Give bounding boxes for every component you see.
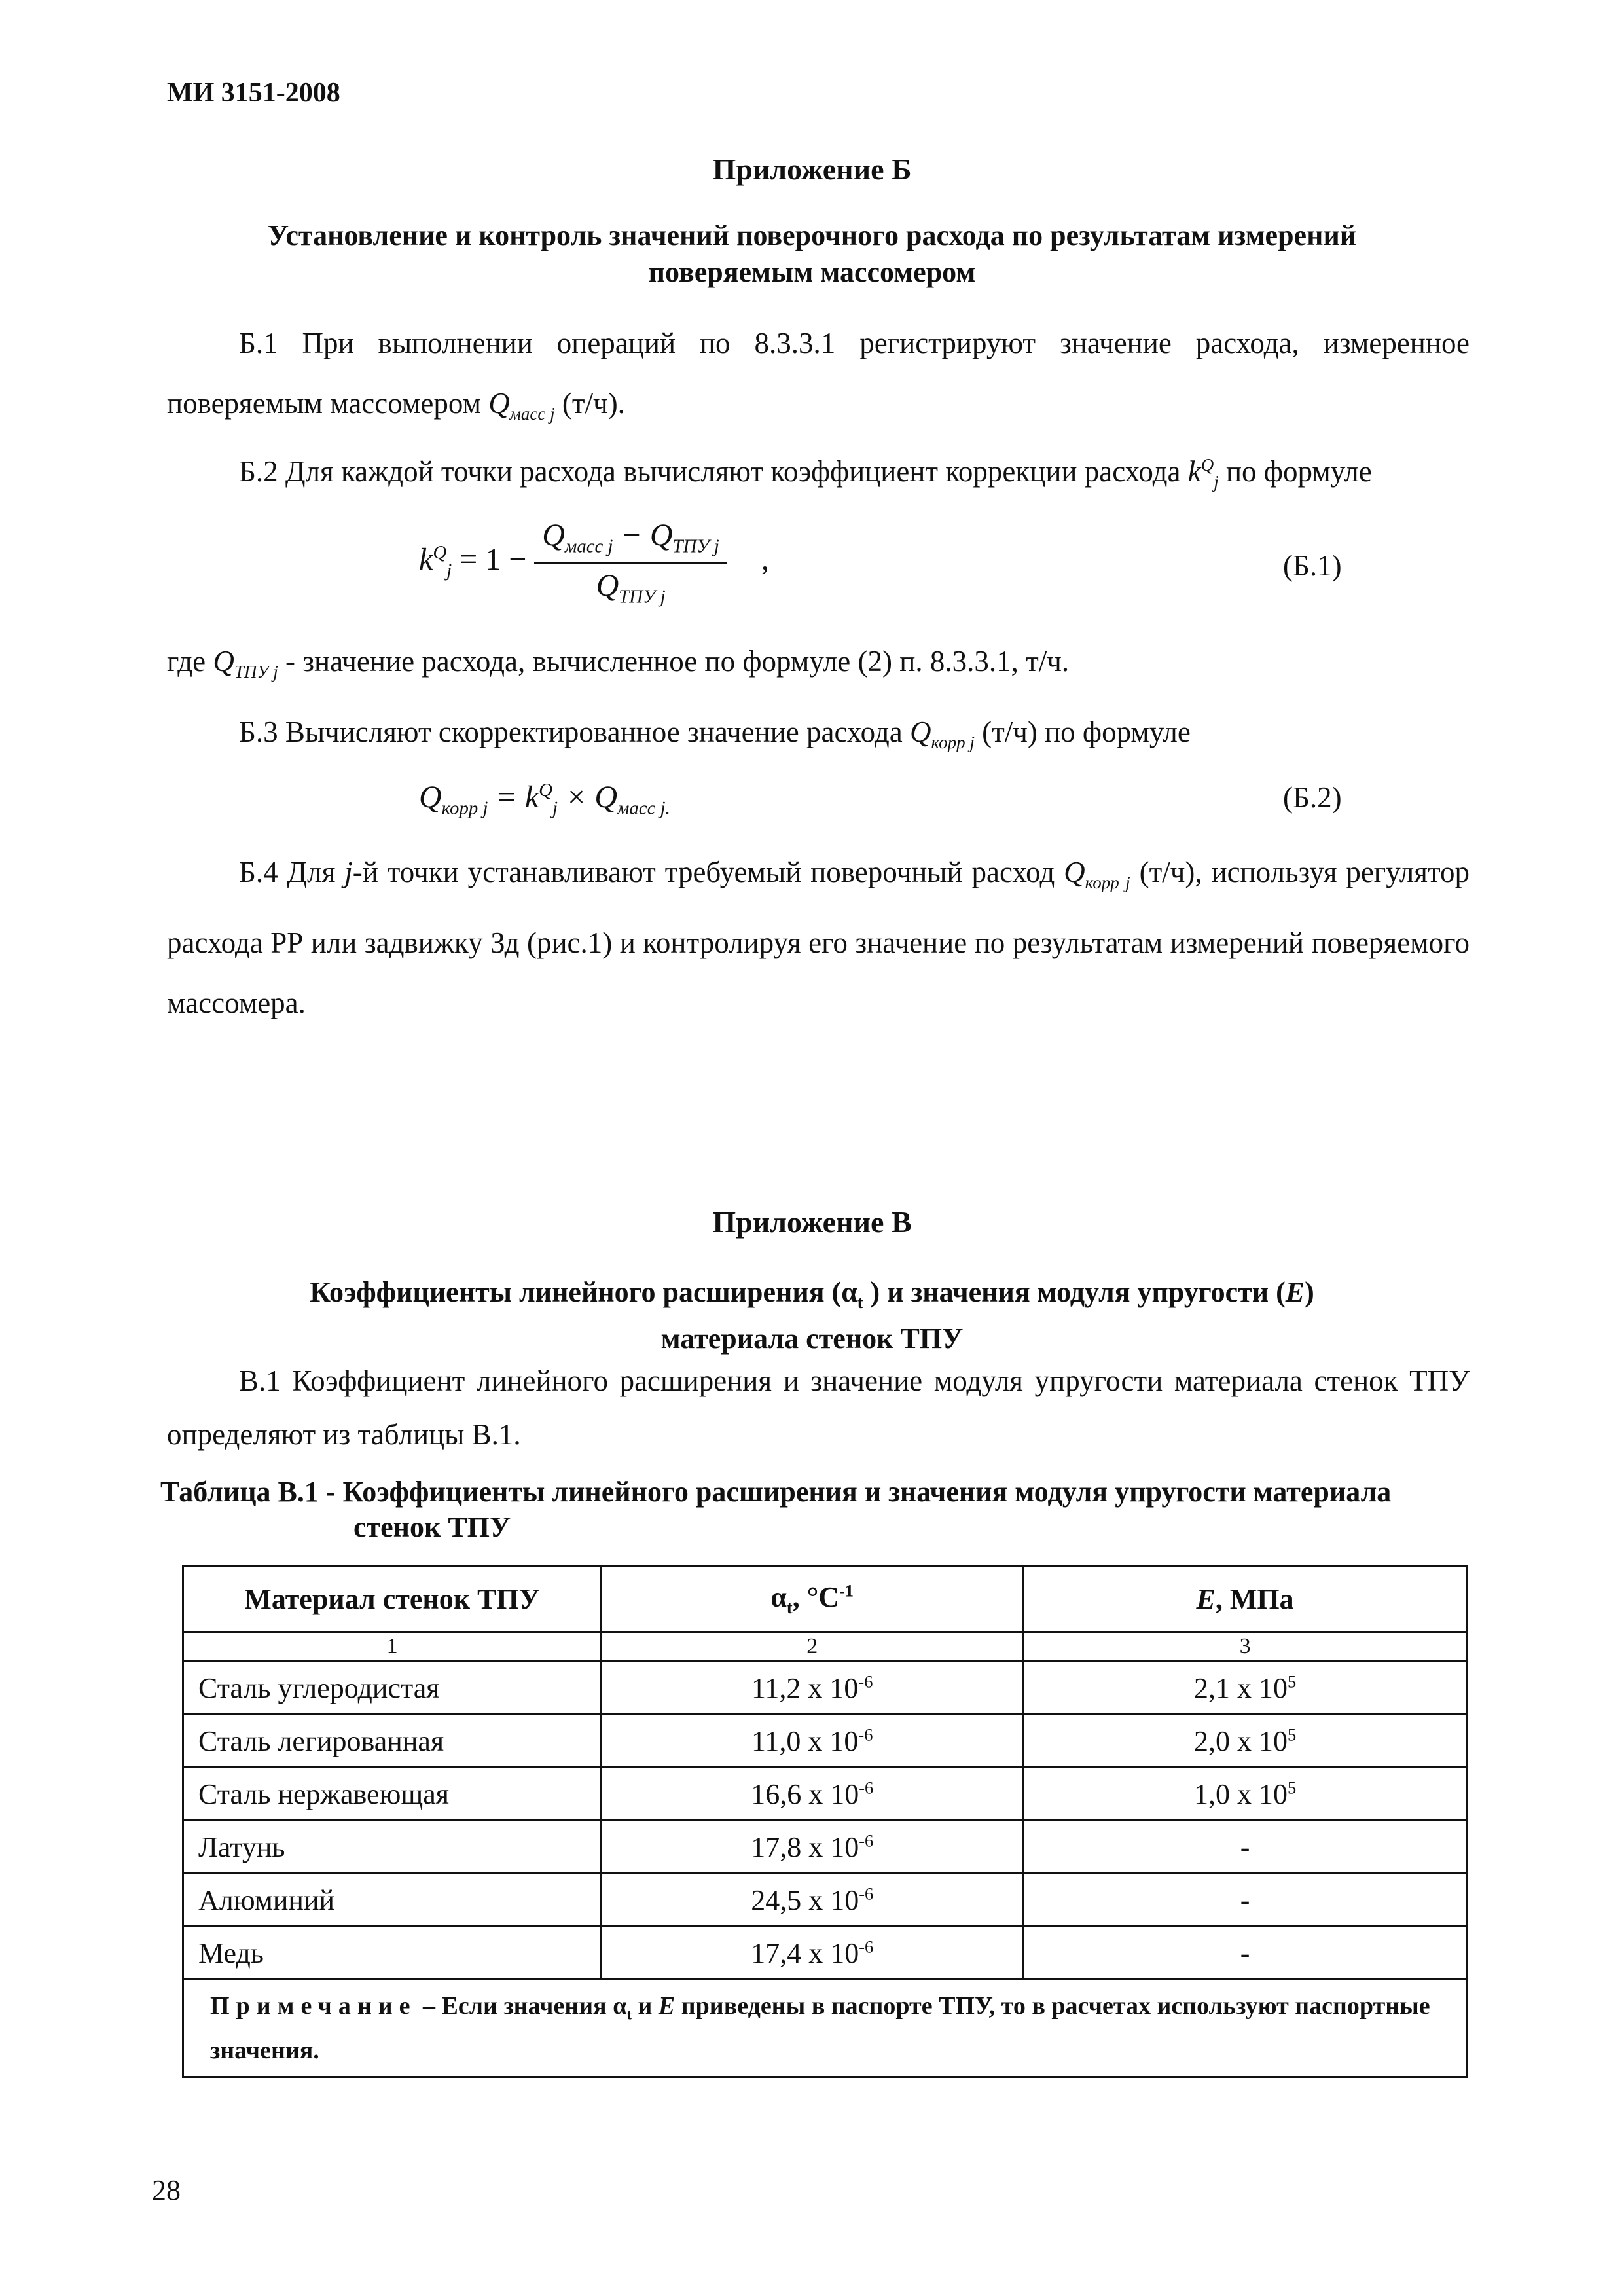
cell-modulus: - (1023, 1874, 1468, 1927)
table-note-row (183, 1980, 1468, 2077)
appendix-b-subtitle-line1: Установление и контроль значений поверочного расхода по результатам измерений (267, 219, 1357, 251)
formula-b2: $Q_{корр j} = k^Q_j \times Q_{масс j.}$ (419, 780, 670, 819)
where-label: где (167, 645, 206, 678)
appendix-b-subtitle (0, 217, 1624, 291)
header-material: Материал стенок ТПУ (183, 1566, 602, 1632)
table-caption-line1: Таблица В.1 - Коэффициенты линейного расширения и значения модуля упругости материала (160, 1476, 1392, 1508)
paragraph-b3-end: (т/ч) по формуле (982, 716, 1191, 748)
cell-modulus: 2,1 x $10^5$ (1023, 1662, 1468, 1715)
paragraph-b1 (167, 313, 1470, 444)
cell-material: Медь (183, 1927, 602, 1980)
paragraph-b3 (167, 702, 1470, 773)
column-number: 3 (1023, 1632, 1468, 1662)
cell-modulus: - (1023, 1821, 1468, 1874)
paragraph-b1-unit: (т/ч). (562, 387, 625, 420)
formula-b1-explanation (167, 631, 1470, 702)
table-caption-line2: стенок ТПУ (353, 1511, 511, 1543)
paragraph-b2-end: по формуле (1225, 455, 1372, 488)
cell-alpha: 11,0 x $10^{-6}$ (602, 1715, 1023, 1768)
table-caption (160, 1474, 1470, 1545)
cell-material: Сталь нержавеющая (183, 1768, 602, 1821)
appendix-v-title: Приложение В (712, 1205, 912, 1239)
page-number: 28 (152, 2174, 181, 2206)
symbol-q-mass: $Q_{масс j}$ (488, 387, 555, 424)
where-text: - значение расхода, вычисленное по формуле (2) п. 8.3.3.1, т/ч. (285, 645, 1070, 678)
header-alpha: $\alpha_t$, $^\circ С^{-1}$ (602, 1566, 1023, 1632)
formula-b1-fraction: $\frac{Q_{масс j} - Q_{ТПУ j}}{Q_{ТПУ j}}$ (534, 517, 727, 608)
table-column-numbers (183, 1632, 1468, 1662)
formula-b1: $k^Q_j = 1$ − $\frac{Q_{масс j} - Q_{ТПУ j}}{Q_{ТПУ j}}$ , (419, 518, 769, 608)
paragraph-b3-text: Б.3 Вычисляют скорректированное значение расхода (239, 716, 903, 748)
appendix-v-subtitle-line2: материала стенок ТПУ (660, 1322, 964, 1355)
table-note: Примечание – Если значения $\alpha_t$ и E приведены в паспорте ТПУ, то в расчетах используют паспортные значения. (183, 1980, 1468, 2077)
table-row (183, 1874, 1468, 1927)
cell-alpha: 11,2 x $10^{-6}$ (602, 1662, 1023, 1715)
paragraph-b4: Б.4 Для j-й точки устанавливают требуемый поверочный расход $Q_{корр j}$ (т/ч), используя регулятор расхода РР или задвижку Зд (рис.1) и контролируя его значение по результатам измерений поверяемого массомера. (167, 856, 1470, 1019)
formula-b1-number: (Б.1) (1283, 549, 1342, 582)
cell-modulus: 2,0 x $10^5$ (1023, 1715, 1468, 1768)
symbol-q-tpu: $Q_{ТПУ j}$ (213, 645, 278, 682)
symbol-q-korr: $Q_{корр j}$ (909, 716, 975, 752)
appendix-v-subtitle-line1: Коэффициенты линейного расширения ($\alpha_t$ ) и значения модуля упругости (E) (310, 1276, 1314, 1312)
paragraph-v1: В.1 Коэффициент линейного расширения и значение модуля упругости материала стенок ТПУ определяют из таблицы В.1. (167, 1364, 1470, 1451)
cell-material: Латунь (183, 1821, 602, 1874)
materials-table (182, 1565, 1468, 2078)
appendix-v-subtitle (0, 1274, 1624, 1357)
table-header-row (183, 1566, 1468, 1632)
cell-alpha: 17,4 x $10^{-6}$ (602, 1927, 1023, 1980)
cell-alpha: 16,6 x $10^{-6}$ (602, 1768, 1023, 1821)
column-number: 1 (183, 1632, 602, 1662)
paragraph-b2 (167, 435, 1470, 512)
symbol-q-korr-b4: $Q_{корр j}$ (1064, 856, 1130, 892)
cell-material: Сталь углеродистая (183, 1662, 602, 1715)
table-row (183, 1768, 1468, 1821)
table-row (183, 1715, 1468, 1768)
table-row (183, 1821, 1468, 1874)
header-modulus: E, МПа (1023, 1566, 1468, 1632)
table-row (183, 1662, 1468, 1715)
appendix-b-subtitle-line2: поверяемым массомером (648, 256, 976, 288)
paragraph-b1-text: Б.1 При выполнении операций по 8.3.3.1 регистрируют значение расхода, измеренное поверяемым массомером (167, 327, 1470, 420)
cell-alpha: 24,5 x $10^{-6}$ (602, 1874, 1023, 1927)
paragraph-b2-text: Б.2 Для каждой точки расхода вычисляют коэффициент коррекции расхода (239, 455, 1181, 488)
formula-b2-number: (Б.2) (1283, 781, 1342, 814)
table-row (183, 1927, 1468, 1980)
symbol-k: $k^Q_j$ (1187, 455, 1219, 492)
appendix-b-title: Приложение Б (712, 153, 912, 186)
document-code: МИ 3151-2008 (167, 78, 340, 108)
cell-modulus: - (1023, 1927, 1468, 1980)
cell-alpha: 17,8 x $10^{-6}$ (602, 1821, 1023, 1874)
column-number: 2 (602, 1632, 1023, 1662)
cell-material: Сталь легированная (183, 1715, 602, 1768)
cell-material: Алюминий (183, 1874, 602, 1927)
cell-modulus: 1,0 x $10^5$ (1023, 1768, 1468, 1821)
